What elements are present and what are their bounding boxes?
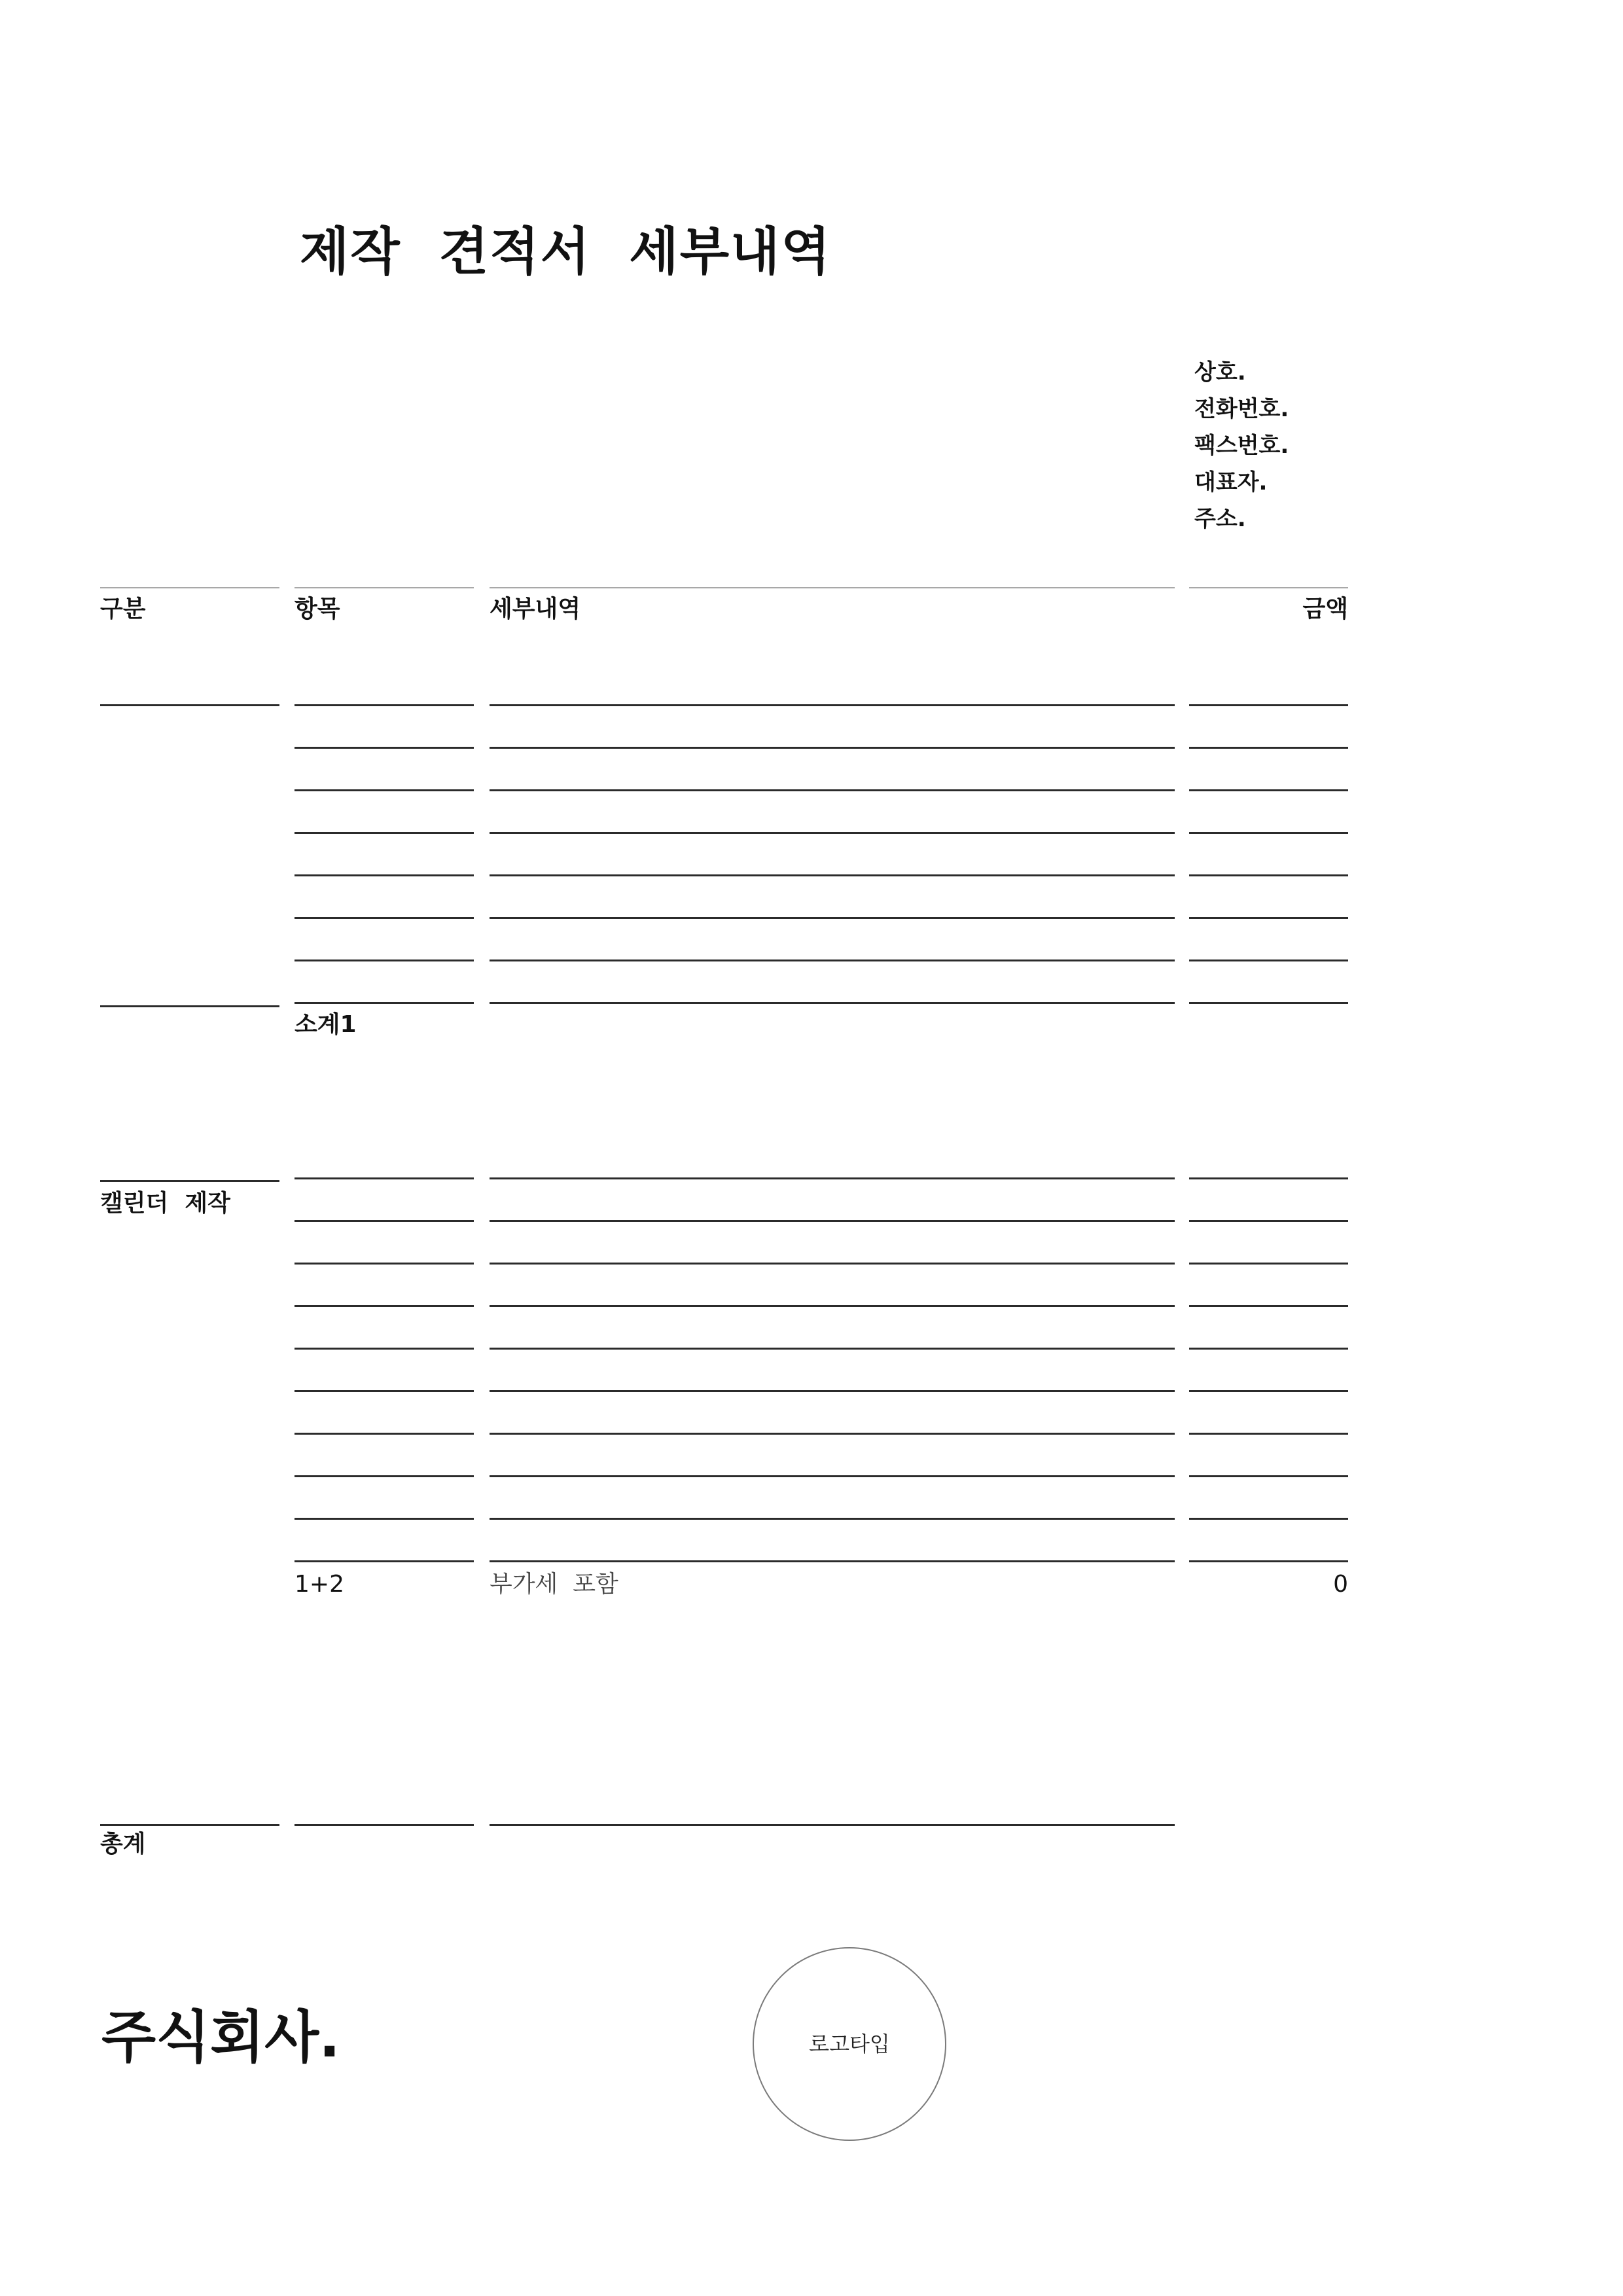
header-rule-item	[294, 587, 474, 588]
row-rule	[490, 1348, 1175, 1350]
row-rule	[294, 1348, 474, 1350]
row-rule	[490, 917, 1175, 919]
row-rule	[490, 1305, 1175, 1307]
row-rule	[294, 874, 474, 876]
row-rule	[294, 960, 474, 961]
total-rule-category	[100, 1824, 279, 1826]
row-rule	[490, 1390, 1175, 1392]
row-rule	[294, 789, 474, 791]
row-rule	[294, 1475, 474, 1477]
subtotal1-label: 소계1	[294, 1011, 357, 1038]
representative-label: 대표자.	[1194, 469, 1268, 495]
row-rule	[490, 789, 1175, 791]
total-rule-item	[294, 1824, 474, 1826]
phone-label: 전화번호.	[1194, 396, 1289, 422]
row-rule	[1189, 832, 1348, 834]
row-rule	[490, 874, 1175, 876]
row-rule	[1189, 704, 1348, 706]
vat-included-label: 부가세 포함	[490, 1571, 618, 1598]
company-name-label: 상호.	[1194, 359, 1246, 386]
row-rule	[294, 704, 474, 706]
row-rule	[294, 1518, 474, 1520]
row-rule	[294, 1263, 474, 1265]
row-rule	[1189, 1433, 1348, 1435]
row-rule	[1189, 1390, 1348, 1392]
row-rule	[1189, 1475, 1348, 1477]
row-rule	[1189, 960, 1348, 961]
sum-label: 1+2	[294, 1571, 344, 1598]
page-title: 제작 견적서 세부내역	[300, 223, 832, 281]
address-label: 주소.	[1194, 506, 1246, 532]
row-rule	[294, 1560, 474, 1562]
header-rule-category	[100, 587, 279, 588]
row-rule	[1189, 917, 1348, 919]
row-rule	[490, 1220, 1175, 1222]
footer-company-name: 주식회사.	[101, 2005, 340, 2070]
row-rule	[1189, 1220, 1348, 1222]
header-item: 항목	[294, 596, 340, 622]
row-rule	[490, 747, 1175, 749]
row-rule	[294, 747, 474, 749]
row-rule	[490, 1433, 1175, 1435]
header-category: 구분	[100, 596, 146, 622]
row-rule	[490, 960, 1175, 961]
fax-label: 팩스번호.	[1194, 433, 1289, 459]
section2-category-rule	[100, 1180, 279, 1182]
header-rule-details	[490, 587, 1175, 588]
row-rule	[1189, 1002, 1348, 1004]
total-label: 총계	[100, 1831, 146, 1857]
row-rule	[1189, 1560, 1348, 1562]
row-rule	[294, 832, 474, 834]
row-rule	[1189, 1348, 1348, 1350]
row-rule	[1189, 747, 1348, 749]
row-rule	[1189, 789, 1348, 791]
row-rule	[294, 917, 474, 919]
total-rule-details	[490, 1824, 1175, 1826]
row-rule	[490, 832, 1175, 834]
row-rule	[490, 1475, 1175, 1477]
row-rule	[294, 1002, 474, 1004]
logo-placeholder-text: 로고타입	[809, 2032, 890, 2056]
row-rule	[1189, 1177, 1348, 1179]
row-rule	[1189, 874, 1348, 876]
row-rule	[490, 1177, 1175, 1179]
logo-placeholder	[753, 1947, 946, 2141]
row-rule	[1189, 1263, 1348, 1265]
header-amount: 금액	[1302, 596, 1348, 622]
section1-category-rule-bottom	[100, 1005, 279, 1007]
row-rule	[294, 1390, 474, 1392]
row-rule	[294, 1433, 474, 1435]
row-rule	[490, 704, 1175, 706]
row-rule	[294, 1220, 474, 1222]
row-rule	[1189, 1305, 1348, 1307]
row-rule	[1189, 1518, 1348, 1520]
row-rule	[490, 1560, 1175, 1562]
header-details: 세부내역	[490, 596, 581, 622]
section1-category-rule-top	[100, 704, 279, 706]
sum-amount: 0	[1333, 1571, 1348, 1598]
row-rule	[294, 1177, 474, 1179]
row-rule	[490, 1002, 1175, 1004]
row-rule	[294, 1305, 474, 1307]
row-rule	[490, 1263, 1175, 1265]
section2-category-label: 캘린더 제작	[100, 1190, 230, 1217]
header-rule-amount	[1189, 587, 1348, 588]
row-rule	[490, 1518, 1175, 1520]
